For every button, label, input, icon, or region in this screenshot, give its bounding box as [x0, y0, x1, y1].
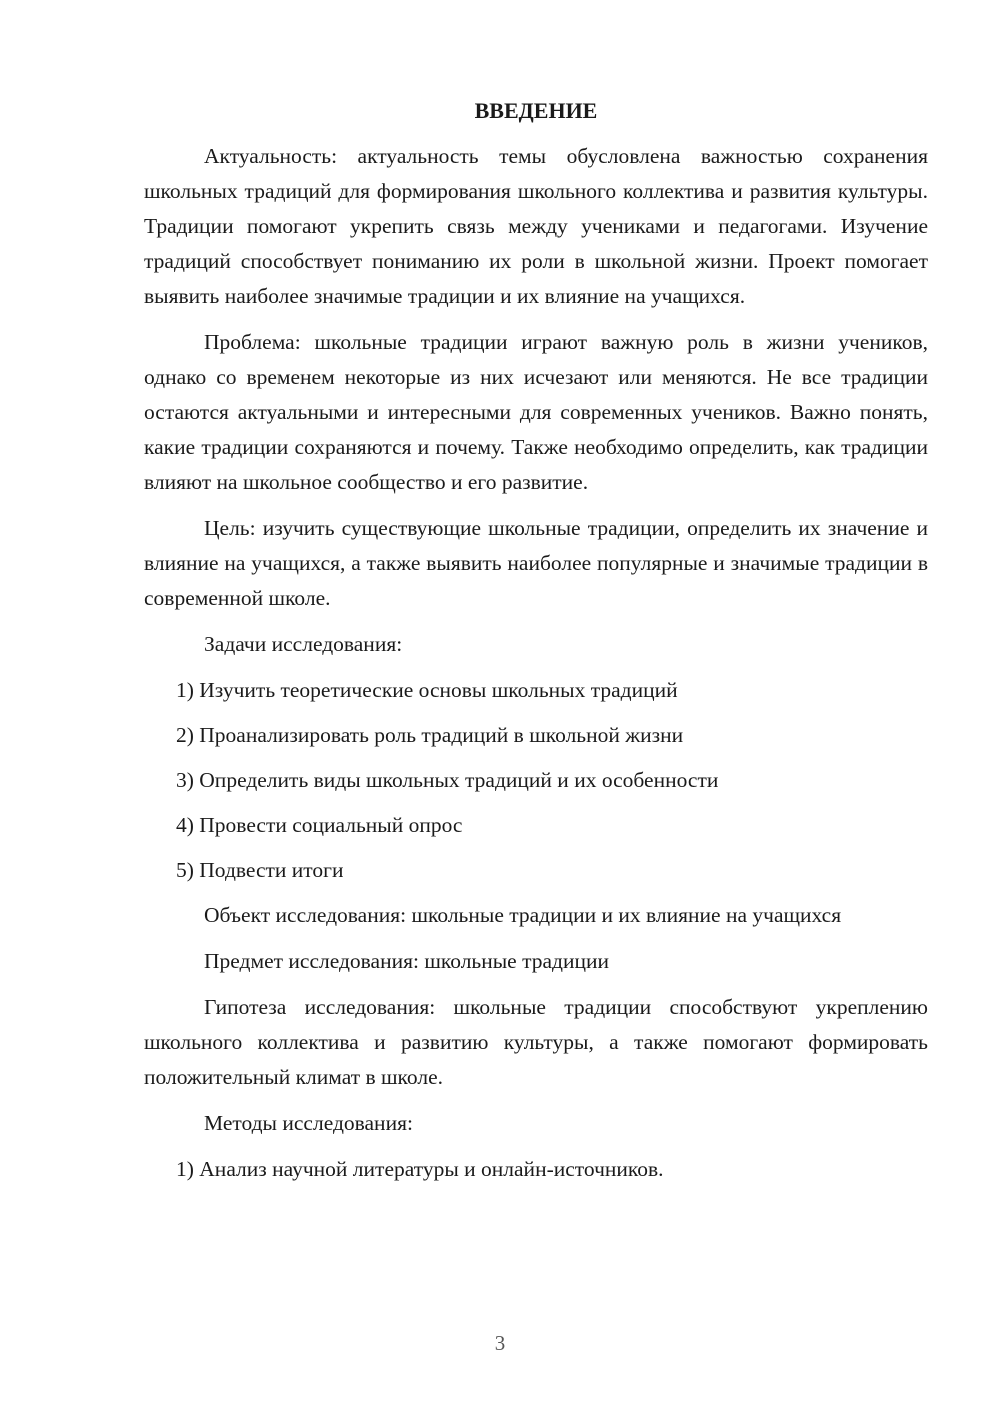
paragraph-problem: Проблема: школьные традиции играют важную роль в жизни учеников, однако со временем некоторые из них исчезают или меняются. Не все традиции остаются актуальными и интересными для современных учеников. Важно понять, какие традиции сохраняются и почему. Также необходимо определить, как традиции влияют на школьное сообщество и его развитие.: [144, 330, 928, 494]
task-item-4: 4) Провести социальный опрос: [176, 813, 463, 837]
methods-heading: Методы исследования:: [204, 1111, 413, 1135]
page-content: [144, 94, 928, 1197]
page-number: 3: [494, 1331, 506, 1355]
paragraph-object: Объект исследования: школьные традиции и их влияние на учащихся: [204, 903, 842, 927]
task-item-1: 1) Изучить теоретические основы школьных традиций: [176, 678, 678, 702]
task-item-3: 3) Определить виды школьных традиций и их особенности: [176, 768, 719, 792]
task-item-5: 5) Подвести итоги: [176, 858, 344, 882]
page-title: ВВЕДЕНИЕ: [474, 98, 598, 123]
paragraph-relevance: Актуальность: актуальность темы обусловлена важностью сохранения школьных традиций для формирования школьного коллектива и развития культуры. Традиции помогают укрепить связь между учениками и педагогами. Изучение традиций способствует пониманию их роли в школьной жизни. Проект помогает выявить наиболее значимые традиции и их влияние на учащихся.: [144, 144, 928, 308]
paragraph-hypothesis: Гипотеза исследования: школьные традиции способствуют укреплению школьного коллектива и развитию культуры, а также помогают формировать положительный климат в школе.: [144, 995, 928, 1089]
task-item-2: 2) Проанализировать роль традиций в школьной жизни: [176, 723, 684, 747]
tasks-heading: Задачи исследования:: [204, 632, 403, 656]
paragraph-goal: Цель: изучить существующие школьные традиции, определить их значение и влияние на учащихся, а также выявить наиболее популярные и значимые традиции в современной школе.: [144, 516, 928, 610]
paragraph-subject: Предмет исследования: школьные традиции: [204, 949, 610, 973]
method-item-1: 1) Анализ научной литературы и онлайн-источников.: [176, 1157, 664, 1181]
